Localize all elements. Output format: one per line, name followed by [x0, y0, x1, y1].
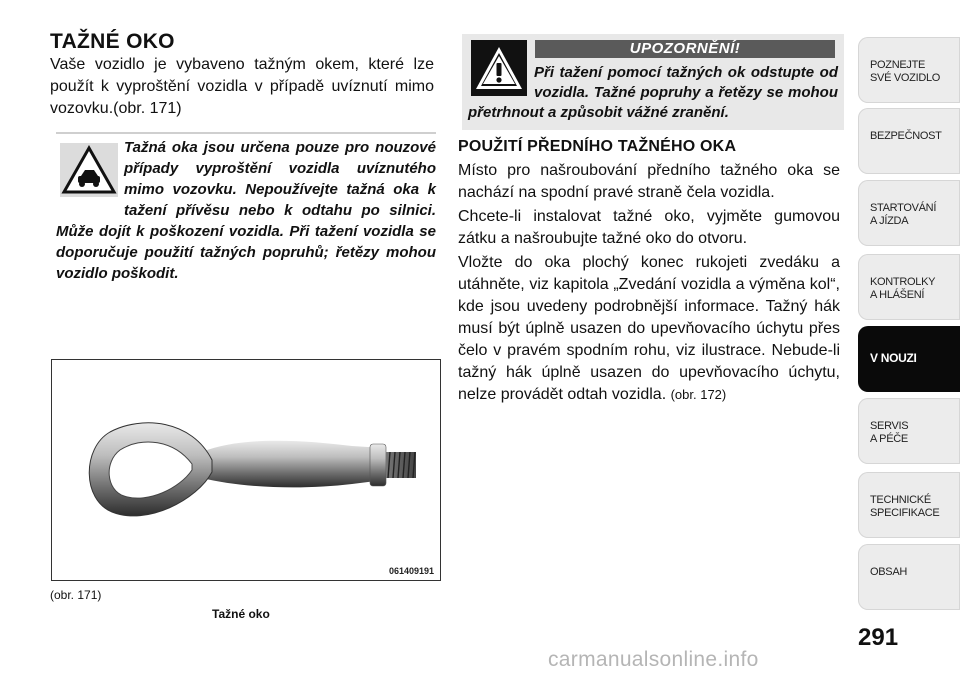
figure-ref: (obr. 171)	[50, 588, 102, 602]
tab-v-nouzi[interactable]: V NOUZI	[858, 326, 960, 392]
note-body: Tažná oka jsou určena pouze pro nouzové případy vyproštění vozidla uvíznutého mimo vozovku. Nepoužívejte tažná oka k tažení přívěsu nebo k odtahu po silnici. Může dojít k poškození vozidla. Při tažení vozidla se doporučuje použití tažných popruhů; řetězy mohou vozidlo poškodit.	[56, 139, 436, 282]
tab-poznejte-sve-vozidlo[interactable]: POZNEJTE SVÉ VOZIDLO	[858, 37, 960, 103]
subsection-title: POUŽITÍ PŘEDNÍHO TAŽNÉHO OKA	[458, 138, 737, 155]
page-number: 291	[858, 624, 899, 651]
figure-caption: Tažné oko	[212, 607, 270, 621]
tab-obsah[interactable]: OBSAH	[858, 544, 960, 610]
figure-ref-172: (obr. 172)	[670, 387, 727, 402]
tow-eye-figure	[51, 359, 441, 581]
note-text	[56, 137, 436, 284]
warning-header: UPOZORNĚNÍ!	[535, 40, 835, 58]
watermark: carmanualsonline.info	[548, 648, 759, 671]
figure-code: 061409191	[388, 566, 434, 576]
paragraph-location: Místo pro našroubování předního tažného oka se nachází na spodní pravé straně čela vozidla.	[458, 162, 840, 201]
paragraph-tighten-body: Vložte do oka plochý konec rukojeti zvedáku a utáhněte, viz kapitola „Zvedání vozidla a výměna kol“, kde jsou uvedeny podrobnější informace. Tažný hák musí být úplně usazen do upevňovacího úchytu přes čelo v pravém spodním rohu, viz ilustrace. Nebude-li tažný hák úplně usazen do upevňovacího úchytu, nelze provádět odtah vozidla.	[458, 254, 840, 403]
warning-body: Při tažení pomocí tažných ok odstupte od vozidla. Tažné popruhy a řetězy se mohou přetrhnout a způsobit vážné zranění.	[468, 64, 838, 121]
tow-eye-illustration	[52, 360, 440, 580]
tab-technicke-specifikace[interactable]: TECHNICKÉ SPECIFIKACE	[858, 472, 960, 538]
paragraph-tighten	[458, 252, 840, 406]
paragraph-install: Chcete-li instalovat tažné oko, vyjměte gumovou zátku a našroubujte tažné oko do otvoru.	[458, 208, 840, 247]
tab-bezpecnost[interactable]: BEZPEČNOST	[858, 108, 960, 174]
tab-kontrolky-a-hlaseni[interactable]: KONTROLKY A HLÁŠENÍ	[858, 254, 960, 320]
intro-paragraph: Vaše vozidlo je vybaveno tažným okem, které lze použít k vyproštění vozidla v případě uvíznutí mimo vozovku.(obr. 171)	[50, 56, 434, 117]
tab-startovani-a-jizda[interactable]: STARTOVÁNÍ A JÍZDA	[858, 180, 960, 246]
section-title: TAŽNÉ OKO	[50, 30, 175, 53]
tab-servis-a-pece[interactable]: SERVIS A PÉČE	[858, 398, 960, 464]
warning-text	[468, 63, 838, 123]
